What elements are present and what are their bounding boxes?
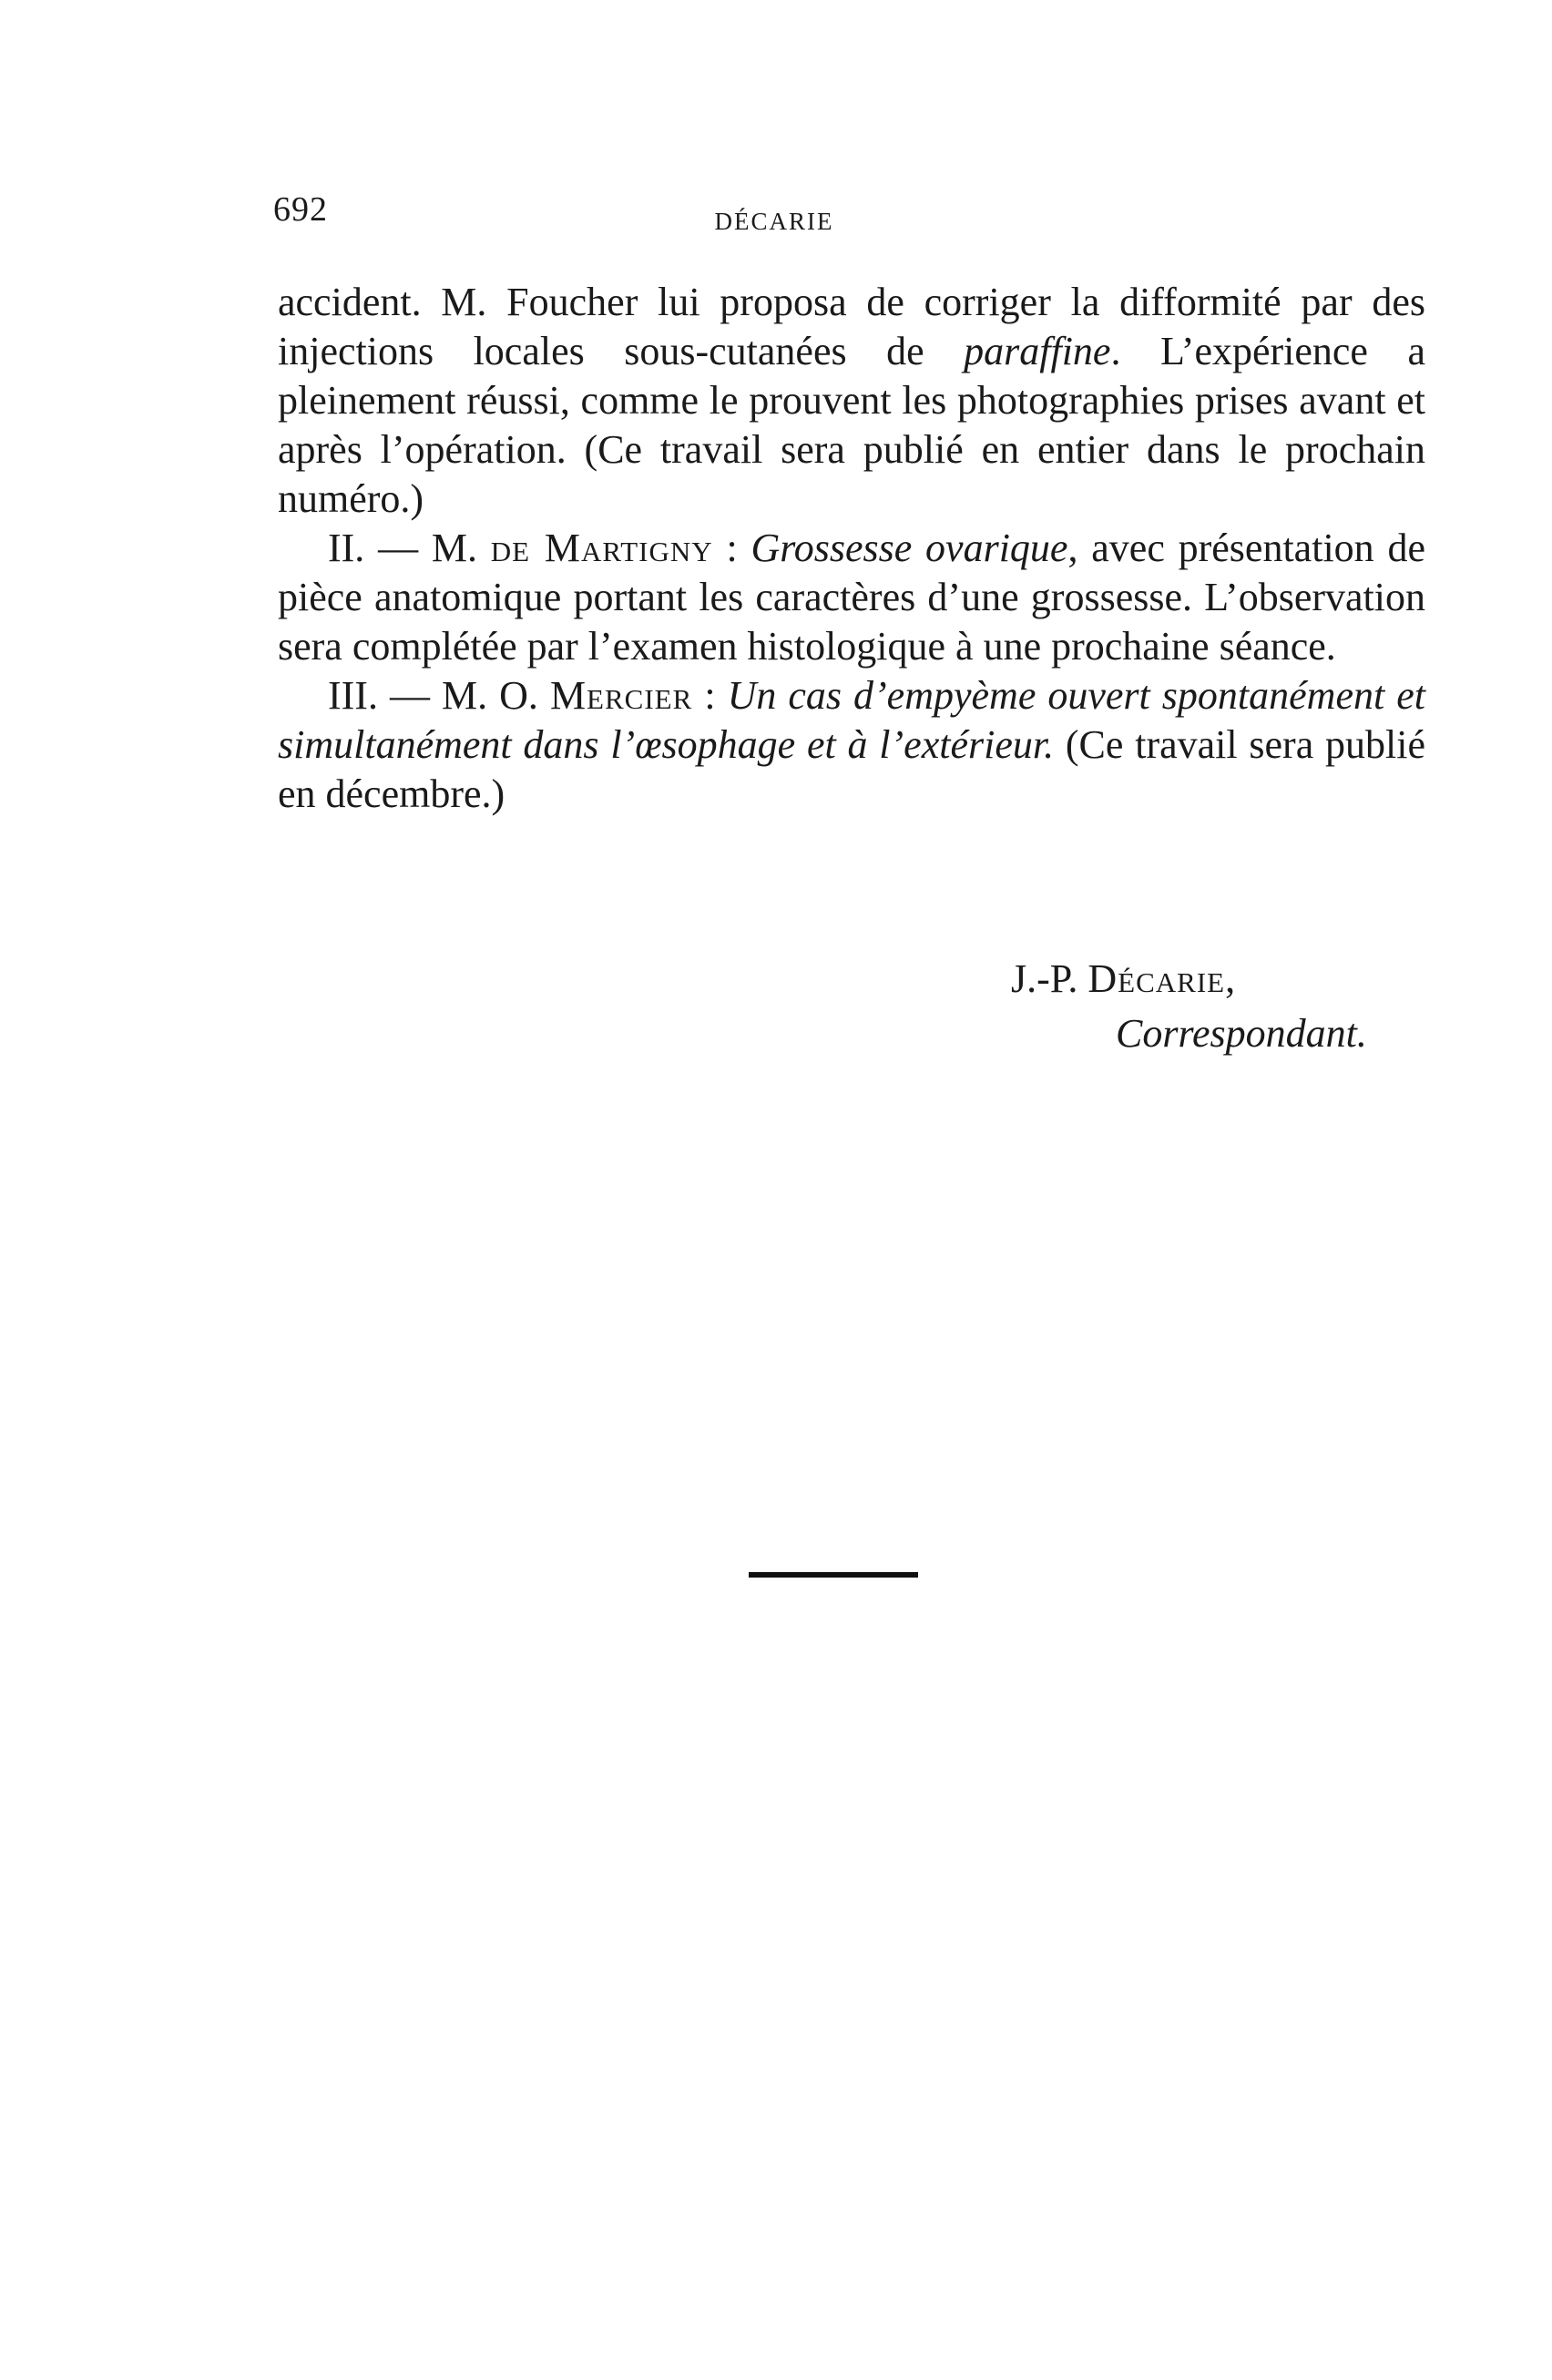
item-numeral-ii: II. — M. (328, 526, 491, 570)
signature-surname: Décarie (1087, 956, 1226, 1001)
item-numeral-iii: III. — M. O. (328, 673, 550, 718)
signature-role: Correspondant. (1116, 1011, 1367, 1056)
communication-title-martigny: Grossesse ovarique (750, 526, 1068, 570)
paraffine-term: paraffine (964, 329, 1111, 373)
section-end-rule (749, 1572, 918, 1578)
paragraph-mercier-text: (Ce travail sera publié en décembre.) (278, 722, 1425, 816)
paragraph-martigny (278, 524, 1425, 671)
page-number: 692 (273, 190, 328, 229)
paragraph-martigny-text: , avec présentation de pièce anatomique portant les caractères d’une grossesse. L’observation sera complétée par l’examen histologique à une prochaine séance. (278, 526, 1425, 669)
signature-block (984, 952, 1421, 1061)
paragraph-mercier (278, 671, 1425, 819)
signature-comma: , (1225, 956, 1236, 1001)
paragraph-foucher-text-a: accident. M. Foucher lui proposa de corriger la difformité par des injections locales sous-cutanées de (278, 280, 1425, 373)
signature-name (984, 952, 1421, 1006)
paragraph-foucher (278, 278, 1425, 524)
communication-title-mercier: Un cas d’empyème ouvert spontanément et simultanément dans l’œsophage et à l’extérieur. (278, 673, 1425, 767)
running-head: DÉCARIE (714, 208, 834, 235)
colon-separator: : (712, 526, 751, 570)
paragraph-foucher-text-c: . L’expérience a pleinement réussi, comme le prouvent les photographies prises avant et après l’opération. (Ce travail sera publié en entier dans le prochain numéro.) (278, 329, 1425, 521)
author-name-mercier: Mercier (549, 673, 693, 718)
colon-separator: : (692, 673, 728, 718)
body-text (278, 278, 1425, 819)
signature-initials: J.-P. (1011, 956, 1088, 1001)
author-name-martigny: de Martigny (490, 526, 713, 570)
